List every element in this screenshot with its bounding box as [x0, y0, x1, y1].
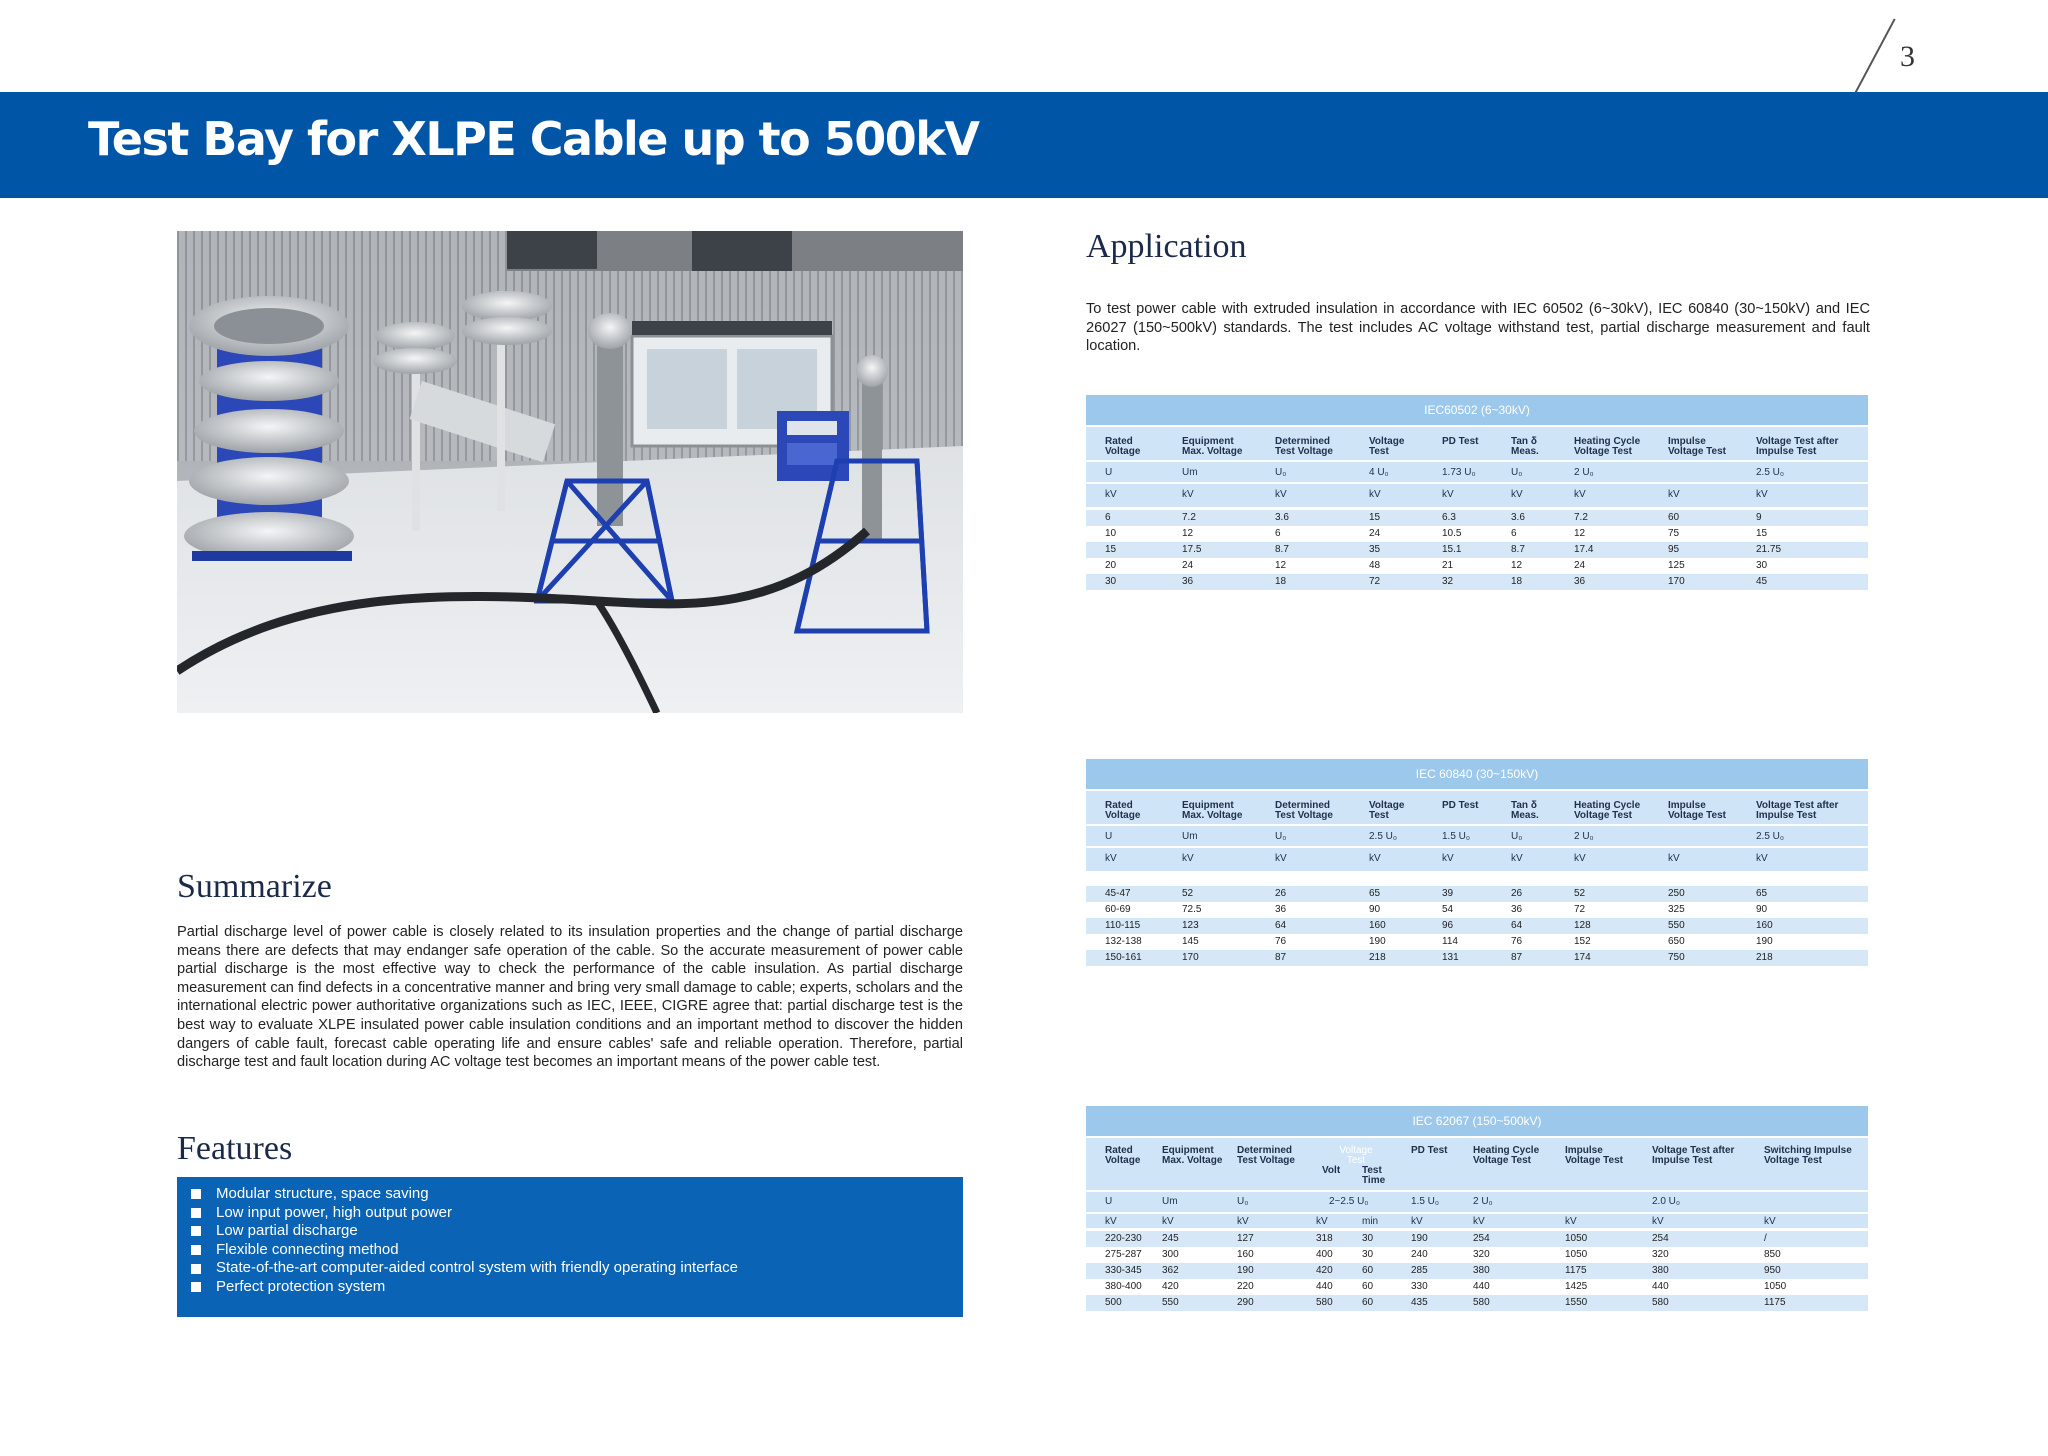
square-bullet-icon — [191, 1245, 201, 1255]
symbol: 2 U₀ — [1473, 1196, 1493, 1207]
page-title: Test Bay for XLPE Cable up to 500kV — [88, 112, 979, 166]
unit: kV — [1105, 1216, 1117, 1227]
col-header-rated-voltage: Rated Voltage — [1105, 1145, 1141, 1166]
iec60502-table — [1086, 395, 1868, 590]
unit: kV — [1182, 853, 1194, 864]
sub-header-test-time: Test Time — [1362, 1165, 1386, 1186]
symbol: Um — [1182, 831, 1198, 842]
unit: kV — [1473, 1216, 1485, 1227]
col-header-determined-test-voltage: Determined Test Voltage — [1275, 800, 1333, 821]
unit: kV — [1105, 853, 1117, 864]
table-row: 132-138 145 76 190 114 76 152 650 190 — [1105, 936, 1773, 947]
square-bullet-icon — [191, 1208, 201, 1218]
header-divider — [1086, 824, 1868, 826]
test-bay-photo — [177, 231, 963, 713]
unit: kV — [1756, 489, 1768, 500]
features-list — [191, 1185, 738, 1297]
col-header-heating-cycle: Heating Cycle Voltage Test — [1574, 800, 1641, 821]
header-divider — [1086, 460, 1868, 462]
col-header-heating-cycle: Heating Cycle Voltage Test — [1473, 1145, 1540, 1166]
symbol: U — [1105, 831, 1113, 842]
col-header-voltage-test: Voltage Test — [1339, 1145, 1373, 1166]
features-box — [177, 1177, 963, 1317]
col-header-equipment-max-voltage: Equipment Max. Voltage — [1182, 800, 1243, 821]
square-bullet-icon — [191, 1282, 201, 1292]
unit: kV — [1105, 489, 1117, 500]
feature-item: Perfect protection system — [191, 1278, 738, 1297]
table-row: 275-287 300 160 400 30 240 320 1050 320 850 — [1105, 1249, 1781, 1260]
symbol: 2 U₀ — [1574, 831, 1594, 842]
unit: kV — [1369, 853, 1381, 864]
symbol: U₀ — [1275, 831, 1287, 842]
header-divider — [1086, 1190, 1868, 1192]
summarize-title: Summarize — [177, 868, 332, 905]
features-title: Features — [177, 1130, 293, 1167]
symbol: 1.5 U₀ — [1411, 1196, 1440, 1207]
unit: kV — [1162, 1216, 1174, 1227]
col-header-voltage-test: Voltage Test — [1369, 800, 1405, 821]
table-row: 500 550 290 580 60 435 580 1550 580 1175 — [1086, 1295, 1868, 1311]
table-row: 380-400 420 220 440 60 330 440 1425 440 1050 — [1105, 1281, 1787, 1292]
title-banner — [0, 92, 2048, 198]
symbol: 2.5 U₀ — [1369, 831, 1398, 842]
unit: kV — [1565, 1216, 1577, 1227]
unit: kV — [1369, 489, 1381, 500]
unit: kV — [1411, 1216, 1423, 1227]
table-header — [1086, 1138, 1868, 1231]
symbol: U₀ — [1237, 1196, 1249, 1207]
feature-item: Low input power, high output power — [191, 1204, 738, 1223]
unit: kV — [1668, 853, 1680, 864]
table-row: 150-161 170 87 218 131 87 174 750 218 — [1086, 950, 1868, 966]
unit: kV — [1764, 1216, 1776, 1227]
page-number-slash — [1854, 18, 1895, 93]
col-header-equipment-max-voltage: Equipment Max. Voltage — [1162, 1145, 1223, 1166]
summarize-text: Partial discharge level of power cable is closely related to its insulation properties and the change of partial discharge means there are defects that may endanger safe operation of the cable. So the accurate measurement of power cable partial discharge is the most effective way to check the performance of the cable insulation. As partial discharge measurement can find defects in a concentrative manner and bring very small damage to cable; experts, scholars and the international electric power authoritative organizations such as IEC, IEEE, CIGRE agree that: partial discharge test is the best way to evaluate XLPE insulated power cable insulation conditions and an important method to discover the hidden dangers of cable fault, forecast cable operating life and ensure cables' safe and reliable operation. Therefore, partial discharge test and fault location during AC voltage test becomes an important means of the power cable test. — [177, 924, 963, 1071]
unit: kV — [1442, 489, 1454, 500]
page-number-mark — [1868, 10, 1928, 90]
unit: kV — [1511, 489, 1523, 500]
col-header-determined-test-voltage: Determined Test Voltage — [1275, 436, 1333, 457]
table-row: 330-345 362 190 420 60 285 380 1175 380 950 — [1086, 1263, 1868, 1279]
table-title: IEC 62067 (150~500kV) — [1086, 1106, 1868, 1138]
feature-item: State-of-the-art computer-aided control system with friendly operating interface — [191, 1259, 738, 1278]
header-divider — [1086, 846, 1868, 848]
table-row: 15 17.5 8.7 35 15.1 8.7 17.4 95 21.75 — [1086, 542, 1868, 558]
header-divider — [1086, 482, 1868, 484]
col-header-voltage-after-impulse: Voltage Test after Impulse Test — [1756, 800, 1839, 821]
symbol: 2~2.5 U₀ — [1329, 1196, 1369, 1207]
col-header-determined-test-voltage: Determined Test Voltage — [1237, 1145, 1295, 1166]
col-header-pd-test: PD Test — [1442, 800, 1479, 811]
unit: kV — [1668, 489, 1680, 500]
col-header-rated-voltage: Rated Voltage — [1105, 800, 1141, 821]
table-row: 220-230 245 127 318 30 190 254 1050 254 / — [1086, 1231, 1868, 1247]
symbol: U₀ — [1511, 831, 1523, 842]
iec60840-table — [1086, 759, 1868, 966]
iec62067-table — [1086, 1106, 1868, 1311]
symbol: 2.5 U₀ — [1756, 831, 1785, 842]
table-row: 110-115 123 64 160 96 64 128 550 160 — [1086, 918, 1868, 934]
sub-header-volt: Volt — [1322, 1165, 1341, 1176]
table-header — [1086, 791, 1868, 874]
table-title: IEC60502 (6~30kV) — [1086, 395, 1868, 427]
symbol: 4 U₀ — [1369, 467, 1389, 478]
symbol: 2.0 U₀ — [1652, 1196, 1681, 1207]
square-bullet-icon — [191, 1264, 201, 1274]
symbol: 2 U₀ — [1574, 467, 1594, 478]
unit: kV — [1574, 853, 1586, 864]
unit: kV — [1275, 489, 1287, 500]
symbol: U — [1105, 467, 1113, 478]
table-row: 60-69 72.5 36 90 54 36 72 325 90 — [1105, 904, 1768, 915]
col-header-tan-delta: Tan δ Meas. — [1511, 436, 1539, 457]
symbol: 1.73 U₀ — [1442, 467, 1476, 478]
symbol: 1.5 U₀ — [1442, 831, 1471, 842]
symbol: 2.5 U₀ — [1756, 467, 1785, 478]
page-number: 3 — [1900, 40, 1915, 73]
col-header-rated-voltage: Rated Voltage — [1105, 436, 1141, 457]
col-header-impulse-voltage: Impulse Voltage Test — [1565, 1145, 1623, 1166]
symbol: U₀ — [1275, 467, 1287, 478]
header-divider — [1086, 1212, 1868, 1214]
col-header-pd-test: PD Test — [1411, 1145, 1448, 1156]
table-spacer — [1086, 874, 1868, 886]
unit: kV — [1275, 853, 1287, 864]
application-text: To test power cable with extruded insulation in accordance with IEC 60502 (6~30kV), IEC 60840 (30~150kV) and IEC 26027 (150~500kV) standards. The test includes AC voltage withstand test, partial discharge measurement and fault location. — [1086, 301, 1870, 355]
table-row: 30 36 18 72 32 18 36 170 45 — [1086, 574, 1868, 590]
symbol: U — [1105, 1196, 1113, 1207]
unit: kV — [1756, 853, 1768, 864]
unit: kV — [1511, 853, 1523, 864]
symbol: Um — [1182, 467, 1198, 478]
col-header-heating-cycle: Heating Cycle Voltage Test — [1574, 436, 1641, 457]
unit: min — [1362, 1216, 1379, 1227]
col-header-impulse-voltage: Impulse Voltage Test — [1668, 800, 1726, 821]
col-header-pd-test: PD Test — [1442, 436, 1479, 447]
table-row: 20 24 12 48 21 12 24 125 30 — [1105, 560, 1768, 571]
unit: kV — [1442, 853, 1454, 864]
symbol: U₀ — [1511, 467, 1523, 478]
square-bullet-icon — [191, 1226, 201, 1236]
col-header-tan-delta: Tan δ Meas. — [1511, 800, 1539, 821]
application-title: Application — [1086, 228, 1247, 265]
table-title: IEC 60840 (30~150kV) — [1086, 759, 1868, 791]
col-header-voltage-after-impulse: Voltage Test after Impulse Test — [1652, 1145, 1735, 1166]
table-row: 10 12 6 24 10.5 6 12 75 15 — [1105, 528, 1768, 539]
square-bullet-icon — [191, 1189, 201, 1199]
col-header-voltage-after-impulse: Voltage Test after Impulse Test — [1756, 436, 1839, 457]
col-header-equipment-max-voltage: Equipment Max. Voltage — [1182, 436, 1243, 457]
col-header-switching-impulse: Switching Impulse Voltage Test — [1764, 1145, 1852, 1166]
unit: kV — [1316, 1216, 1328, 1227]
col-header-voltage-test: Voltage Test — [1369, 436, 1405, 457]
col-header-impulse-voltage: Impulse Voltage Test — [1668, 436, 1726, 457]
feature-item: Modular structure, space saving — [191, 1185, 738, 1204]
unit: kV — [1652, 1216, 1664, 1227]
unit: kV — [1237, 1216, 1249, 1227]
feature-item: Low partial discharge — [191, 1222, 738, 1241]
symbol: Um — [1162, 1196, 1178, 1207]
table-row: 45-47 52 26 65 39 26 52 250 65 — [1086, 886, 1868, 902]
table-header — [1086, 427, 1868, 510]
unit: kV — [1574, 489, 1586, 500]
table-row: 6 7.2 3.6 15 6.3 3.6 7.2 60 9 — [1086, 510, 1868, 526]
feature-item: Flexible connecting method — [191, 1241, 738, 1260]
unit: kV — [1182, 489, 1194, 500]
